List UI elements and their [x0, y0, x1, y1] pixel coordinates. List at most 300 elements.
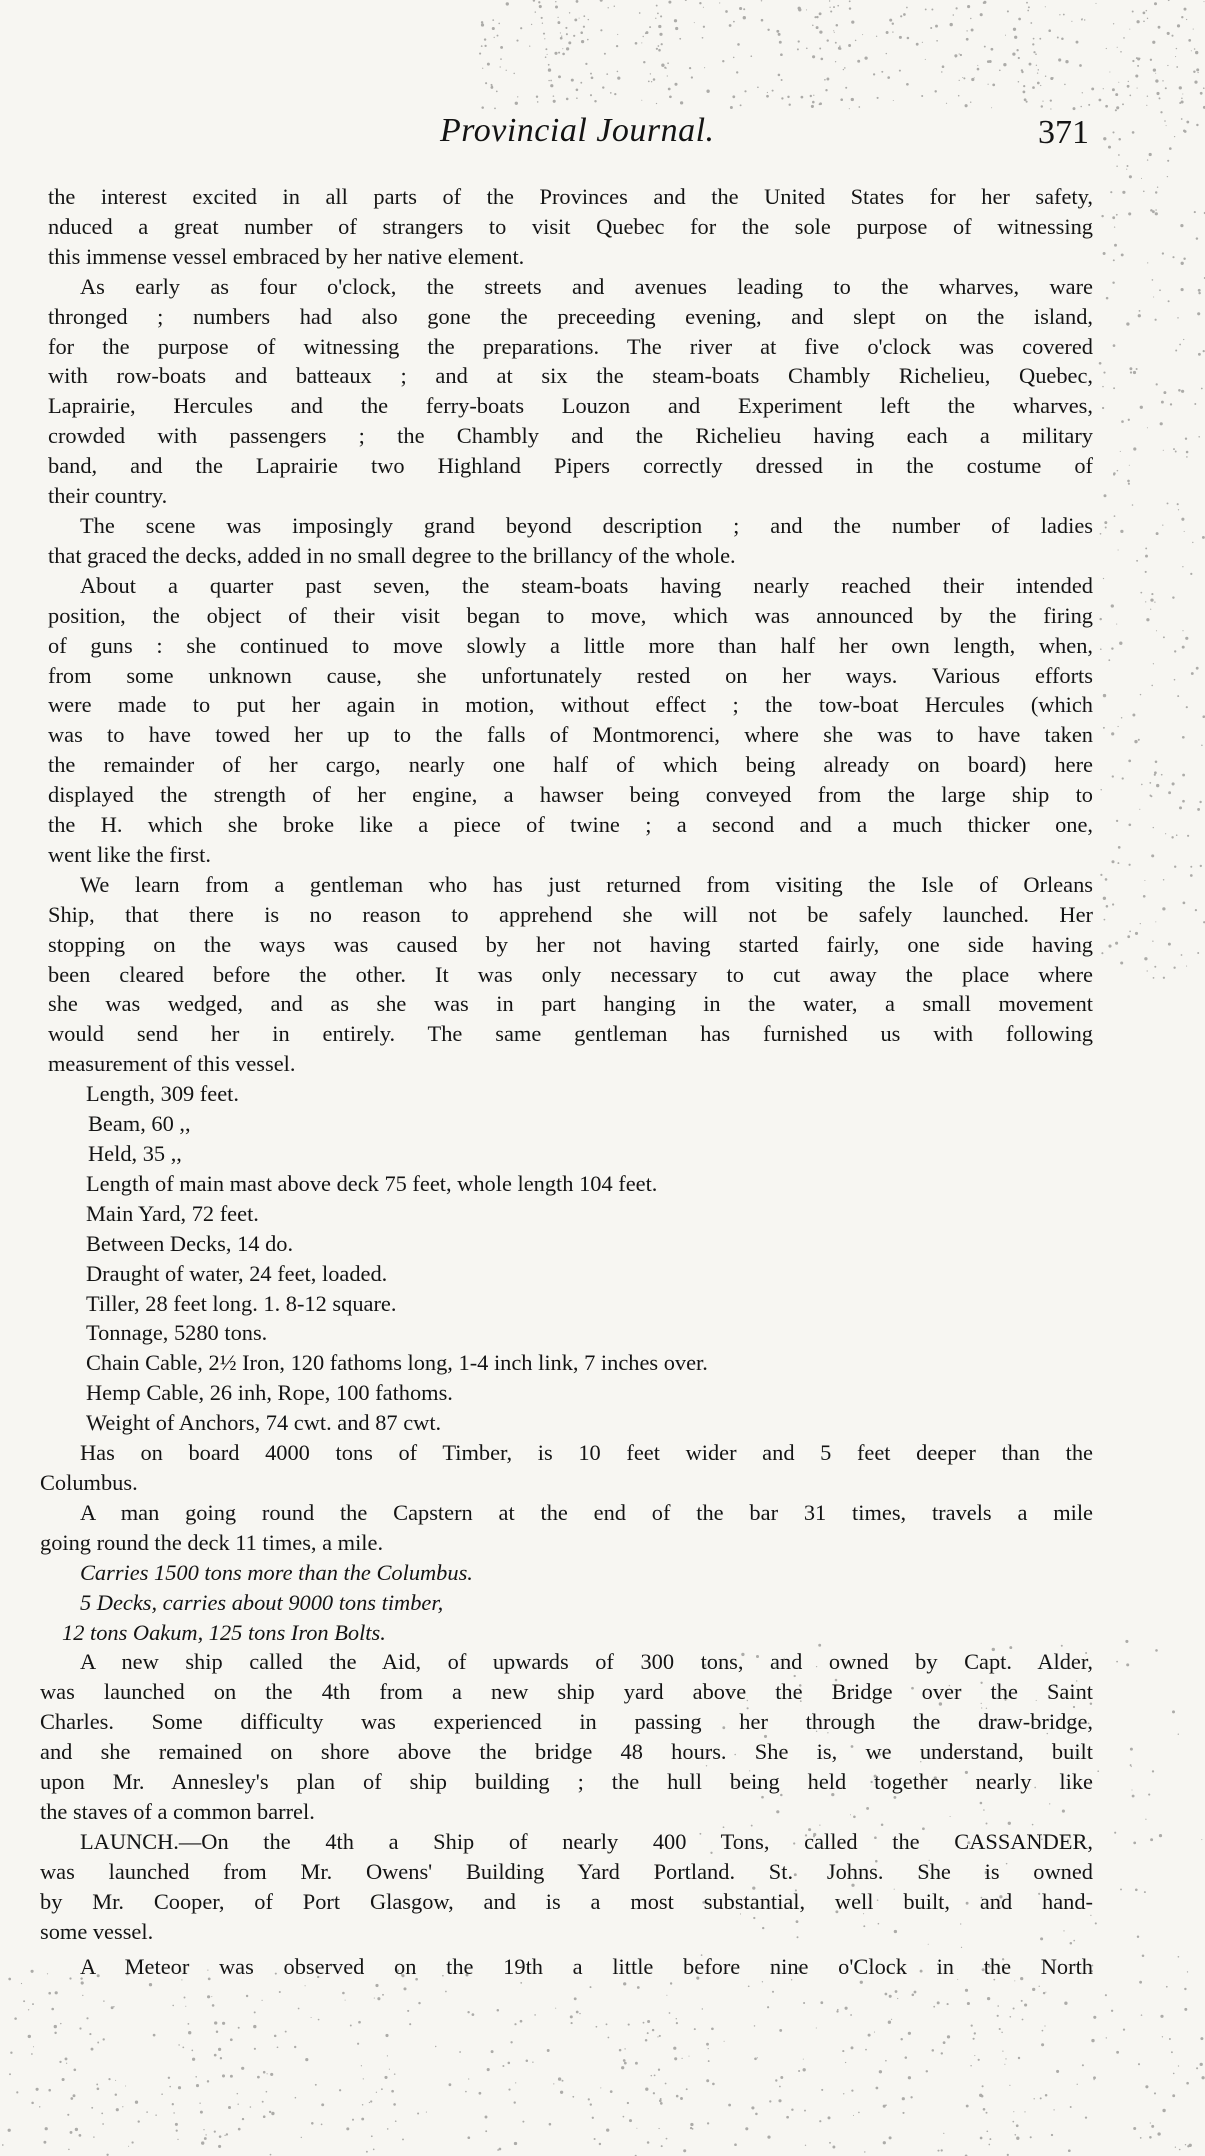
- speckle-dot: [679, 38, 681, 40]
- speckle-dot: [651, 2075, 653, 2077]
- page-number: 371: [1038, 114, 1089, 151]
- speckle-dot: [1088, 104, 1090, 106]
- paragraph-gentleman-report: [48, 870, 1093, 1079]
- speckle-dot: [1111, 604, 1114, 607]
- speckle-dot: [1162, 2036, 1163, 2037]
- speckle-dot: [643, 61, 645, 63]
- speckle-dot: [565, 27, 567, 29]
- speckle-dot: [169, 2086, 171, 2088]
- speckle-dot: [641, 42, 642, 43]
- speckle-dot: [1179, 102, 1181, 104]
- speckle-dot: [33, 2046, 34, 2047]
- speckle-dot: [522, 2121, 524, 2123]
- speckle-dot: [1200, 92, 1203, 95]
- speckle-dot: [711, 2027, 714, 2030]
- speckle-dot: [1040, 2097, 1042, 2099]
- text-line: the staves of a common barrel.: [40, 1798, 315, 1824]
- speckle-dot: [1033, 51, 1035, 53]
- speckle-dot: [574, 1997, 577, 2000]
- speckle-dot: [786, 2116, 789, 2119]
- speckle-dot: [1171, 35, 1173, 37]
- speckle-dot: [467, 2136, 470, 2139]
- speckle-dot: [573, 35, 575, 37]
- speckle-dot: [576, 0, 579, 3]
- facts-list: [48, 1558, 1093, 1648]
- speckle-dot: [361, 2118, 364, 2121]
- speckle-dot: [1157, 186, 1158, 187]
- speckle-dot: [1136, 57, 1138, 59]
- speckle-dot: [986, 2130, 988, 2132]
- speckle-dot: [31, 2053, 33, 2055]
- speckle-dot: [883, 2105, 886, 2108]
- speckle-dot: [491, 85, 493, 87]
- speckle-dot: [838, 47, 841, 50]
- speckle-dot: [1171, 836, 1173, 838]
- speckle-dot: [1153, 296, 1154, 297]
- speckle-dot: [1156, 784, 1159, 787]
- speckle-dot: [1100, 874, 1102, 876]
- speckle-dot: [73, 2068, 76, 2071]
- speckle-dot: [1168, 0, 1170, 1]
- speckle-dot: [1150, 795, 1152, 797]
- speckle-dot: [657, 13, 659, 15]
- speckle-dot: [865, 2049, 867, 2051]
- speckle-dot: [1128, 823, 1131, 826]
- speckle-dot: [674, 83, 677, 86]
- measurement-list: [48, 1079, 1093, 1438]
- speckle-dot: [1117, 47, 1118, 48]
- speckle-dot: [1155, 921, 1156, 922]
- speckle-dot: [384, 2076, 387, 2079]
- speckle-dot: [1103, 578, 1104, 579]
- speckle-dot: [508, 2089, 510, 2091]
- speckle-dot: [1194, 81, 1197, 84]
- speckle-dot: [1116, 624, 1117, 625]
- speckle-dot: [168, 2077, 170, 2079]
- measurement-item: Weight of Anchors, 74 cwt. and 87 cwt.: [86, 1410, 442, 1436]
- speckle-dot: [704, 67, 705, 68]
- speckle-dot: [561, 35, 562, 36]
- speckle-dot: [516, 40, 518, 42]
- speckle-dot: [820, 2001, 823, 2004]
- speckle-dot: [1079, 64, 1082, 67]
- speckle-dot: [1156, 92, 1159, 95]
- speckle-dot: [409, 2023, 411, 2025]
- speckle-dot: [757, 2057, 758, 2058]
- speckle-dot: [1111, 732, 1114, 735]
- speckle-dot: [674, 19, 677, 22]
- speckle-dot: [1197, 952, 1199, 954]
- speckle-dot: [719, 2, 720, 3]
- speckle-dot: [576, 89, 579, 92]
- speckle-dot: [196, 2084, 199, 2087]
- speckle-dot: [346, 2127, 349, 2130]
- speckle-dot: [835, 61, 836, 62]
- speckle-dot: [1112, 88, 1115, 91]
- speckle-dot: [263, 2115, 266, 2118]
- speckle-dot: [1133, 447, 1136, 450]
- speckle-dot: [185, 2006, 186, 2007]
- speckle-dot: [883, 2141, 886, 2144]
- speckle-dot: [200, 2111, 203, 2114]
- speckle-dot: [1163, 977, 1165, 979]
- speckle-dot: [776, 30, 779, 33]
- speckle-dot: [843, 69, 844, 70]
- speckle-dot: [1150, 209, 1153, 212]
- speckle-dot: [1133, 2127, 1136, 2130]
- speckle-dot: [936, 40, 938, 42]
- text-line: going round the deck 11 times, a mile.: [40, 1529, 384, 1555]
- speckle-dot: [68, 2149, 70, 2151]
- speckle-dot: [806, 9, 807, 10]
- speckle-dot: [1152, 41, 1155, 44]
- speckle-dot: [10, 2052, 12, 2054]
- speckle-dot: [484, 45, 486, 47]
- speckle-dot: [1105, 878, 1108, 881]
- speckle-dot: [237, 2103, 238, 2104]
- speckle-dot: [606, 73, 608, 75]
- speckle-dot: [849, 7, 851, 9]
- speckle-dot: [1114, 226, 1115, 227]
- speckle-dot: [895, 1990, 898, 1993]
- speckle-dot: [981, 2095, 984, 2098]
- speckle-dot: [1014, 2134, 1016, 2136]
- speckle-dot: [459, 2051, 461, 2053]
- speckle-dot: [1155, 1649, 1158, 1652]
- speckle-dot: [553, 95, 555, 97]
- speckle-dot: [1138, 739, 1140, 741]
- speckle-dot: [1198, 353, 1201, 356]
- speckle-dot: [1140, 2137, 1142, 2139]
- speckle-dot: [1203, 87, 1205, 89]
- speckle-dot: [1155, 319, 1157, 321]
- speckle-dot: [935, 25, 938, 28]
- text-line: thronged ; numbers had also gone the preceeding evening, and slept on the island,: [48, 303, 1093, 329]
- speckle-dot: [780, 53, 783, 56]
- speckle-dot: [590, 94, 592, 96]
- speckle-dot: [1149, 795, 1151, 797]
- speckle-dot: [1151, 593, 1153, 595]
- speckle-dot: [706, 2043, 709, 2046]
- speckle-dot: [218, 2048, 221, 2051]
- speckle-dot: [188, 2031, 191, 2034]
- speckle-dot: [708, 2048, 709, 2049]
- speckle-dot: [1150, 1838, 1153, 1841]
- speckle-dot: [1172, 596, 1174, 598]
- speckle-dot: [1112, 281, 1114, 283]
- speckle-dot: [610, 92, 612, 94]
- speckle-dot: [1157, 2132, 1160, 2135]
- speckle-dot: [658, 2069, 660, 2071]
- speckle-dot: [1041, 105, 1043, 107]
- speckle-dot: [1142, 1955, 1145, 1958]
- speckle-dot: [500, 46, 503, 49]
- speckle-dot: [827, 39, 829, 41]
- speckle-dot: [497, 2149, 499, 2151]
- speckle-dot: [1032, 1988, 1035, 1991]
- speckle-dot: [381, 2088, 383, 2090]
- speckle-dot: [819, 12, 822, 15]
- speckle-dot: [1113, 23, 1114, 24]
- speckle-dot: [667, 75, 668, 76]
- speckle-dot: [8, 1978, 11, 1981]
- speckle-dot: [1174, 650, 1176, 652]
- speckle-dot: [606, 2128, 609, 2131]
- speckle-dot: [1182, 94, 1183, 95]
- speckle-dot: [1163, 450, 1164, 451]
- speckle-dot: [295, 2097, 297, 2099]
- speckle-dot: [837, 5, 839, 7]
- speckle-dot: [977, 68, 980, 71]
- speckle-dot: [214, 2131, 216, 2133]
- speckle-dot: [560, 32, 561, 33]
- speckle-dot: [676, 2095, 679, 2098]
- speckle-dot: [485, 2116, 488, 2119]
- text-line: was launched from Mr. Owens' Building Yard Portland. St. Johns. She is owned: [40, 1858, 1093, 1884]
- speckle-dot: [1117, 470, 1119, 472]
- speckle-dot: [1093, 2076, 1096, 2079]
- speckle-dot: [220, 2057, 222, 2059]
- speckle-dot: [237, 2093, 239, 2095]
- speckle-dot: [1103, 372, 1105, 374]
- speckle-dot: [653, 2092, 655, 2094]
- speckle-dot: [270, 2073, 273, 2076]
- speckle-dot: [70, 2097, 73, 2100]
- speckle-dot: [204, 2137, 207, 2140]
- speckle-dot: [1116, 1661, 1118, 1663]
- speckle-dot: [219, 2135, 222, 2138]
- speckle-dot: [1123, 37, 1125, 39]
- speckle-dot: [908, 2032, 911, 2035]
- speckle-dot: [1095, 1922, 1097, 1924]
- speckle-dot: [1178, 1734, 1179, 1735]
- speckle-dot: [1174, 679, 1176, 681]
- speckle-dot: [23, 2000, 25, 2002]
- speckle-dot: [787, 96, 789, 98]
- speckle-dot: [907, 37, 910, 40]
- speckle-dot: [624, 2048, 625, 2049]
- speckle-dot: [1127, 165, 1129, 167]
- speckle-dot: [371, 2135, 373, 2137]
- speckle-dot: [629, 2119, 632, 2122]
- speckle-dot: [131, 2141, 133, 2143]
- speckle-dot: [899, 36, 902, 39]
- speckle-dot: [988, 84, 989, 85]
- text-line: stopping on the ways was caused by her not having started fairly, one side having: [48, 931, 1093, 957]
- speckle-dot: [175, 2123, 178, 2126]
- speckle-dot: [666, 2138, 668, 2140]
- speckle-dot: [853, 2115, 854, 2116]
- speckle-dot: [1012, 52, 1015, 55]
- speckle-dot: [73, 2094, 76, 2097]
- speckle-dot: [767, 92, 768, 93]
- speckle-dot: [572, 2096, 574, 2098]
- speckle-dot: [97, 2042, 99, 2044]
- speckle-dot: [583, 26, 585, 28]
- speckle-dot: [492, 19, 494, 21]
- speckle-dot: [1159, 1834, 1162, 1837]
- speckle-dot: [680, 101, 683, 104]
- speckle-dot: [545, 56, 547, 58]
- speckle-dot: [1113, 344, 1116, 347]
- speckle-dot: [1198, 292, 1200, 294]
- speckle-dot: [1171, 2051, 1173, 2053]
- text-line: would send her in entirely. The same gentleman has furnished us with following: [48, 1021, 1093, 1047]
- speckle-dot: [1097, 1770, 1099, 1772]
- speckle-dot: [253, 2025, 256, 2028]
- speckle-dot: [600, 2087, 601, 2088]
- speckle-dot: [706, 2079, 709, 2082]
- speckle-dot: [1174, 866, 1176, 868]
- speckle-dot: [955, 56, 956, 57]
- speckle-dot: [1112, 216, 1115, 219]
- speckle-dot: [1030, 2136, 1032, 2138]
- speckle-dot: [407, 2010, 409, 2012]
- speckle-dot: [1186, 456, 1188, 458]
- speckle-dot: [279, 1991, 281, 1993]
- speckle-dot: [656, 48, 658, 50]
- speckle-dot: [550, 80, 552, 82]
- speckle-dot: [893, 100, 894, 101]
- speckle-dot: [571, 2022, 573, 2024]
- speckle-dot: [1129, 175, 1132, 178]
- speckle-dot: [1189, 2144, 1192, 2147]
- speckle-dot: [754, 2025, 756, 2027]
- speckle-dot: [1151, 2125, 1154, 2128]
- speckle-dot: [987, 60, 990, 63]
- speckle-dot: [1002, 2050, 1003, 2051]
- speckle-dot: [966, 38, 969, 41]
- speckle-dot: [1196, 2067, 1198, 2069]
- speckle-dot: [479, 53, 481, 55]
- speckle-dot: [829, 7, 830, 8]
- speckle-dot: [1123, 2029, 1125, 2031]
- speckle-dot: [1106, 297, 1109, 300]
- speckle-dot: [1043, 1992, 1045, 1994]
- speckle-dot: [824, 79, 826, 81]
- text-line: been cleared before the other. It was only necessary to cut away the place where: [48, 961, 1093, 987]
- speckle-dot: [492, 27, 495, 30]
- speckle-dot: [579, 18, 580, 19]
- speckle-dot: [549, 2123, 552, 2126]
- speckle-dot: [647, 2032, 649, 2034]
- speckle-dot: [668, 88, 671, 91]
- speckle-dot: [1129, 931, 1131, 933]
- speckle-dot: [1153, 977, 1155, 979]
- speckle-dot: [1085, 2116, 1087, 2118]
- speckle-dot: [1022, 2019, 1024, 2021]
- speckle-dot: [982, 2085, 984, 2087]
- speckle-dot: [532, 2062, 533, 2063]
- speckle-dot: [820, 58, 823, 61]
- speckle-dot: [1045, 1992, 1046, 1993]
- speckle-dot: [246, 1995, 248, 1997]
- speckle-dot: [1166, 1986, 1168, 1988]
- speckle-dot: [558, 52, 560, 54]
- speckle-dot: [833, 6, 835, 8]
- speckle-dot: [1167, 32, 1170, 35]
- speckle-dot: [54, 2025, 57, 2028]
- speckle-dot: [864, 2151, 865, 2152]
- speckle-dot: [659, 33, 662, 36]
- speckle-dot: [943, 2041, 946, 2044]
- speckle-dot: [833, 30, 834, 31]
- speckle-dot: [1143, 20, 1145, 22]
- speckle-dot: [550, 84, 553, 87]
- text-line: About a quarter past seven, the steam-boats having nearly reached their intended: [80, 572, 1093, 598]
- speckle-dot: [1024, 2111, 1025, 2112]
- speckle-dot: [305, 2058, 308, 2061]
- speckle-dot: [857, 60, 860, 63]
- speckle-dot: [1099, 99, 1102, 102]
- speckle-dot: [1145, 547, 1147, 549]
- speckle-dot: [983, 1, 986, 4]
- speckle-dot: [614, 93, 616, 95]
- speckle-dot: [748, 1985, 750, 1987]
- speckle-dot: [971, 2024, 973, 2026]
- speckle-dot: [1187, 1971, 1188, 1972]
- speckle-dot: [1144, 957, 1147, 960]
- speckle-dot: [1099, 618, 1101, 620]
- speckle-dot: [494, 108, 496, 110]
- speckle-dot: [45, 2127, 48, 2130]
- speckle-dot: [1178, 389, 1181, 392]
- speckle-dot: [1151, 854, 1154, 857]
- speckle-dot: [1121, 420, 1124, 423]
- speckle-dot: [1172, 256, 1174, 258]
- speckle-dot: [997, 2005, 999, 2007]
- speckle-dot: [21, 1983, 22, 1984]
- speckle-dot: [1181, 98, 1183, 100]
- paragraph-scene: [48, 511, 1093, 571]
- speckle-dot: [54, 2032, 56, 2034]
- speckle-dot: [1146, 105, 1147, 106]
- speckle-dot: [1026, 101, 1028, 103]
- speckle-dot: [587, 39, 589, 41]
- speckle-dot: [958, 95, 960, 97]
- speckle-dot: [733, 57, 735, 59]
- speckle-dot: [1106, 48, 1107, 49]
- speckle-dot: [311, 2017, 312, 2018]
- speckle-dot: [224, 2135, 225, 2136]
- speckle-dot: [1156, 630, 1157, 631]
- speckle-dot: [86, 2017, 88, 2019]
- text-line: that graced the decks, added in no small degree to the brillancy of the whole.: [48, 542, 736, 568]
- speckle-dot: [689, 67, 691, 69]
- speckle-dot: [394, 2073, 396, 2075]
- speckle-dot: [850, 2014, 852, 2016]
- text-line: Laprairie, Hercules and the ferry-boats Louzon and Experiment left the wharves,: [48, 393, 1093, 419]
- speckle-dot: [1133, 371, 1136, 374]
- speckle-dot: [1018, 18, 1021, 21]
- speckle-dot: [816, 2027, 817, 2028]
- speckle-dot: [1184, 531, 1185, 532]
- speckle-dot: [534, 2014, 536, 2016]
- speckle-dot: [992, 84, 995, 87]
- speckle-dot: [1122, 103, 1124, 105]
- speckle-dot: [637, 1986, 640, 1989]
- speckle-dot: [834, 32, 835, 33]
- speckle-dot: [562, 53, 565, 56]
- speckle-dot: [655, 18, 656, 19]
- speckle-dot: [1125, 1640, 1128, 1643]
- speckle-dot: [1058, 58, 1061, 61]
- speckle-dot: [515, 2082, 516, 2083]
- paragraph-early-morning: [48, 272, 1093, 511]
- speckle-dot: [588, 2098, 590, 2100]
- speckle-dot: [627, 2102, 629, 2104]
- speckle-dot: [1130, 1748, 1133, 1751]
